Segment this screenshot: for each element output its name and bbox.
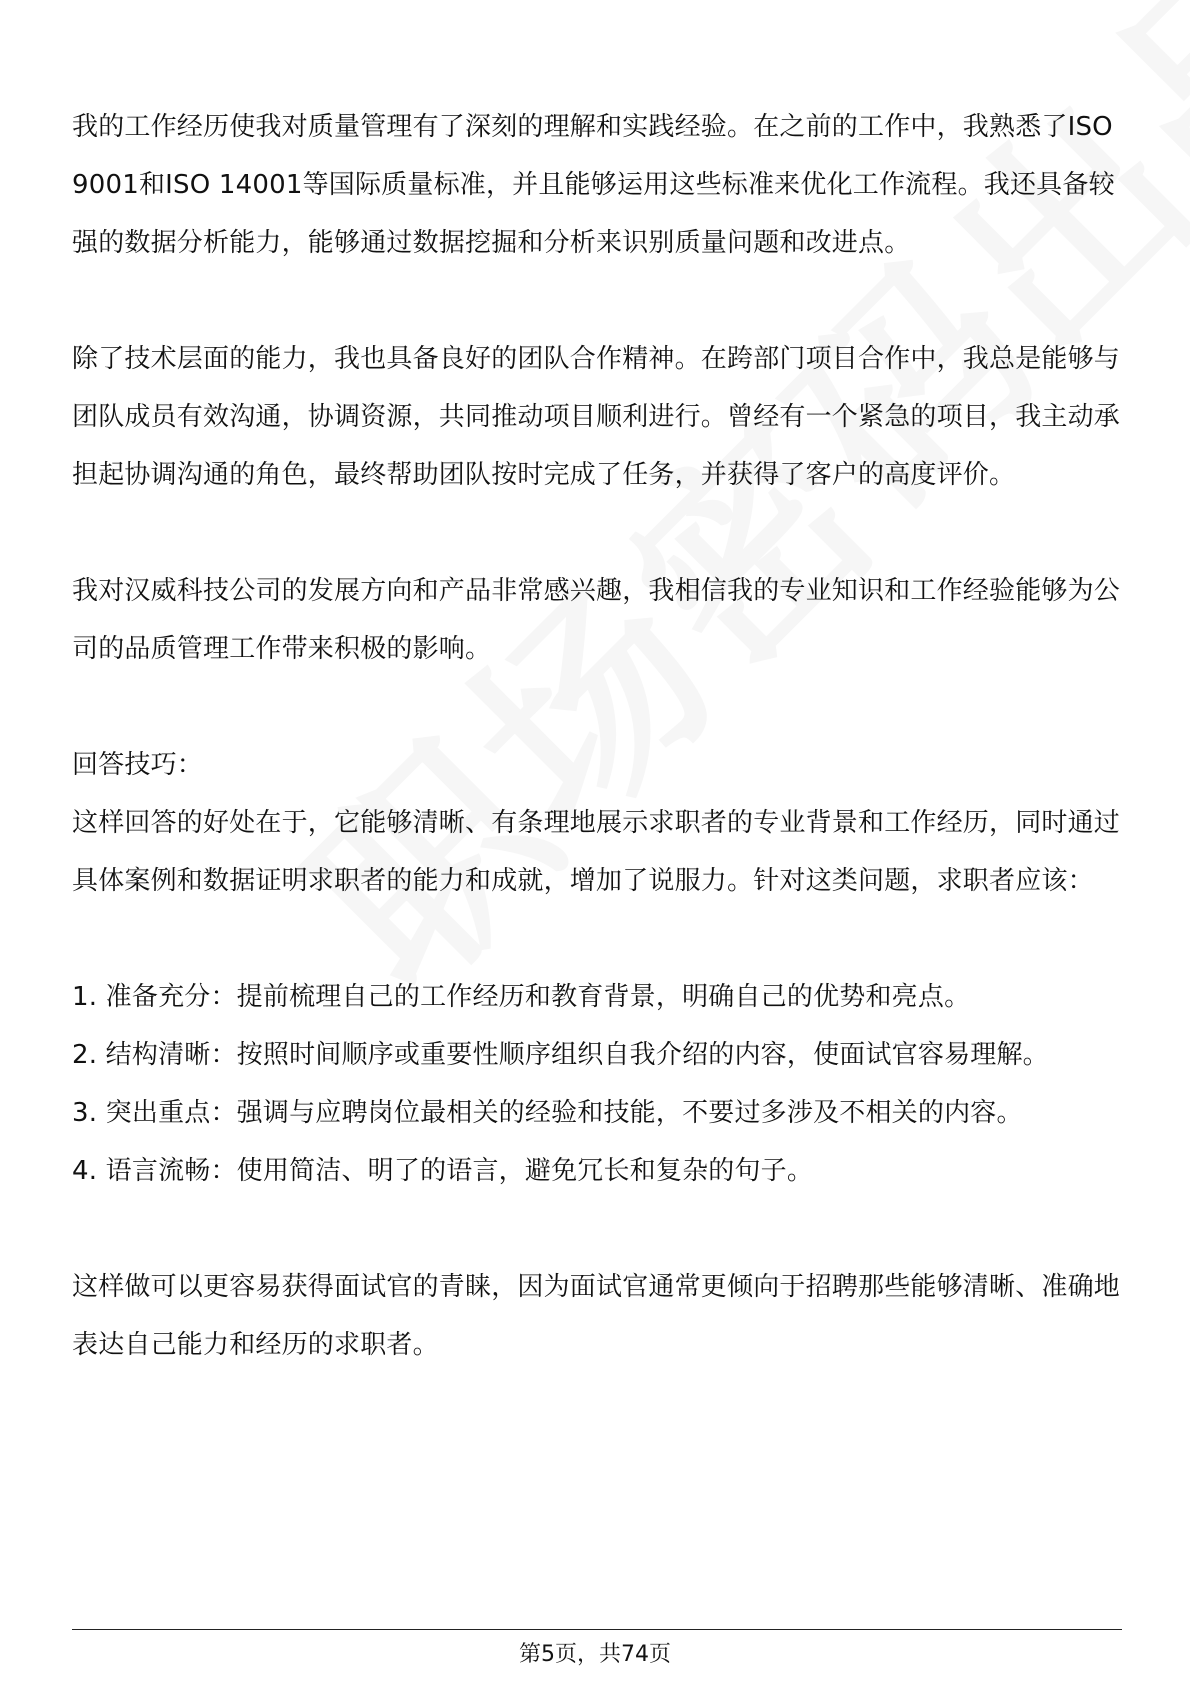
page-body	[72, 98, 1122, 1374]
list-item: 4. 语言流畅：使用简洁、明了的语言，避免冗长和复杂的句子。	[72, 1156, 814, 1186]
paragraph-tips-intro: 这样回答的好处在于，它能够清晰、有条理地展示求职者的专业背景和工作经历，同时通过具体案例和数据证明求职者的能力和成就，增加了说服力。针对这类问题，求职者应该：	[72, 808, 1121, 896]
footer-divider	[72, 1629, 1122, 1630]
paragraph-motivation: 我对汉威科技公司的发展方向和产品非常感兴趣，我相信我的专业知识和工作经验能够为公司的品质管理工作带来积极的影响。	[72, 576, 1121, 664]
paragraph-experience: 我的工作经历使我对质量管理有了深刻的理解和实践经验。在之前的工作中，我熟悉了ISO 9001和ISO 14001等国际质量标准，并且能够运用这些标准来优化工作流程。我还具备较强的数据分析能力，能够通过数据挖掘和分析来识别质量问题和改进点。	[72, 112, 1115, 258]
page-number: 第5页，共74页	[519, 1642, 671, 1667]
paragraph-teamwork: 除了技术层面的能力，我也具备良好的团队合作精神。在跨部门项目合作中，我总是能够与团队成员有效沟通，协调资源，共同推动项目顺利进行。曾经有一个紧急的项目，我主动承担起协调沟通的角色，最终帮助团队按时完成了任务，并获得了客户的高度评价。	[72, 344, 1121, 490]
tips-heading: 回答技巧：	[72, 750, 204, 780]
list-item: 3. 突出重点：强调与应聘岗位最相关的经验和技能，不要过多涉及不相关的内容。	[72, 1098, 1023, 1128]
list-item: 1. 准备充分：提前梳理自己的工作经历和教育背景，明确自己的优势和亮点。	[72, 982, 971, 1012]
list-item: 2. 结构清晰：按照时间顺序或重要性顺序组织自我介绍的内容，使面试官容易理解。	[72, 1040, 1049, 1070]
paragraph-conclusion: 这样做可以更容易获得面试官的青睐，因为面试官通常更倾向于招聘那些能够清晰、准确地表达自己能力和经历的求职者。	[72, 1272, 1121, 1360]
